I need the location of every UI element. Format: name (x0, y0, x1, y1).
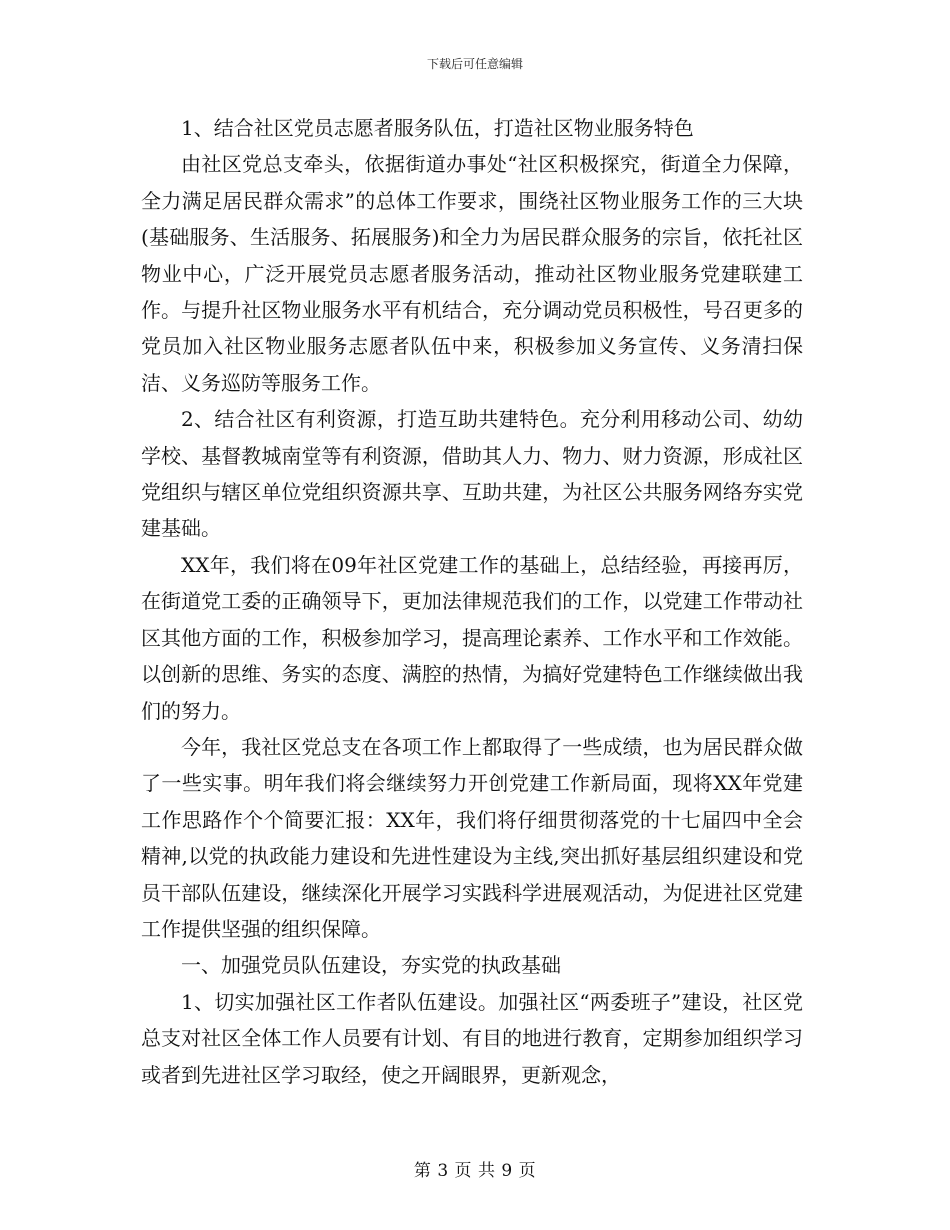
paragraph-5: 今年，我社区党总支在各项工作上都取得了一些成绩，也为居民群众做了一些实事。明年我们将会继续努力开创党建工作新局面，现将XX年党建工作思路作个个简要汇报：XX年，我们将仔细贯彻落党的十七届四中全会精神,以党的执政能力建设和先进性建设为主线,突出抓好基层组织建设和党员干部队伍建设，继续深化开展学习实践科学进展观活动，为促进社区党建工作提供坚强的组织保障。 (141, 734, 803, 941)
paragraph-4: XX年，我们将在09年社区党建工作的基础上，总结经验，再接再厉，在街道党工委的正确领导下，更加法律规范我们的工作，以党建工作带动社区其他方面的工作，积极参加学习，提高理论素养、工作水平和工作效能。以创新的思维、务实的态度、满腔的热情，为搞好党建特色工作继续做出我们的努力。 (141, 552, 803, 723)
paragraph-1: 1、结合社区党员志愿者服务队伍，打造社区物业服务特色 (181, 116, 694, 140)
document-body (141, 110, 803, 1093)
paragraph-2: 由社区党总支牵头，依据街道办事处“社区积极探究，街道全力保障，全力满足居民群众需求”的总体工作要求，围绕社区物业服务工作的三大块(基础服务、生活服务、拓展服务)和全力为居民群众服务的宗旨，依托社区物业中心，广泛开展党员志愿者服务活动，推动社区物业服务党建联建工作。与提升社区物业服务水平有机结合，充分调动党员积极性，号召更多的党员加入社区物业服务志愿者队伍中来，积极参加义务宣传、义务清扫保洁、义务巡防等服务工作。 (141, 152, 803, 395)
page-number: 第 3 页 共 9 页 (413, 1161, 537, 1181)
paragraph-7: 1、切实加强社区工作者队伍建设。加强社区“两委班子”建设，社区党总支对社区全体工作人员要有计划、有目的地进行教育，定期参加组织学习或者到先进社区学习取经，使之开阔眼界，更新观念， (141, 989, 803, 1087)
page-header: 下载后可任意编辑 (426, 57, 523, 71)
paragraph-3: 2、结合社区有利资源，打造互助共建特色。充分利用移动公司、幼幼学校、基督教城南堂等有利资源，借助其人力、物力、财力资源，形成社区党组织与辖区单位党组织资源共享、互助共建，为社区公共服务网络夯实党建基础。 (141, 407, 803, 541)
section-heading: 一、加强党员队伍建设，夯实党的执政基础 (181, 953, 561, 978)
